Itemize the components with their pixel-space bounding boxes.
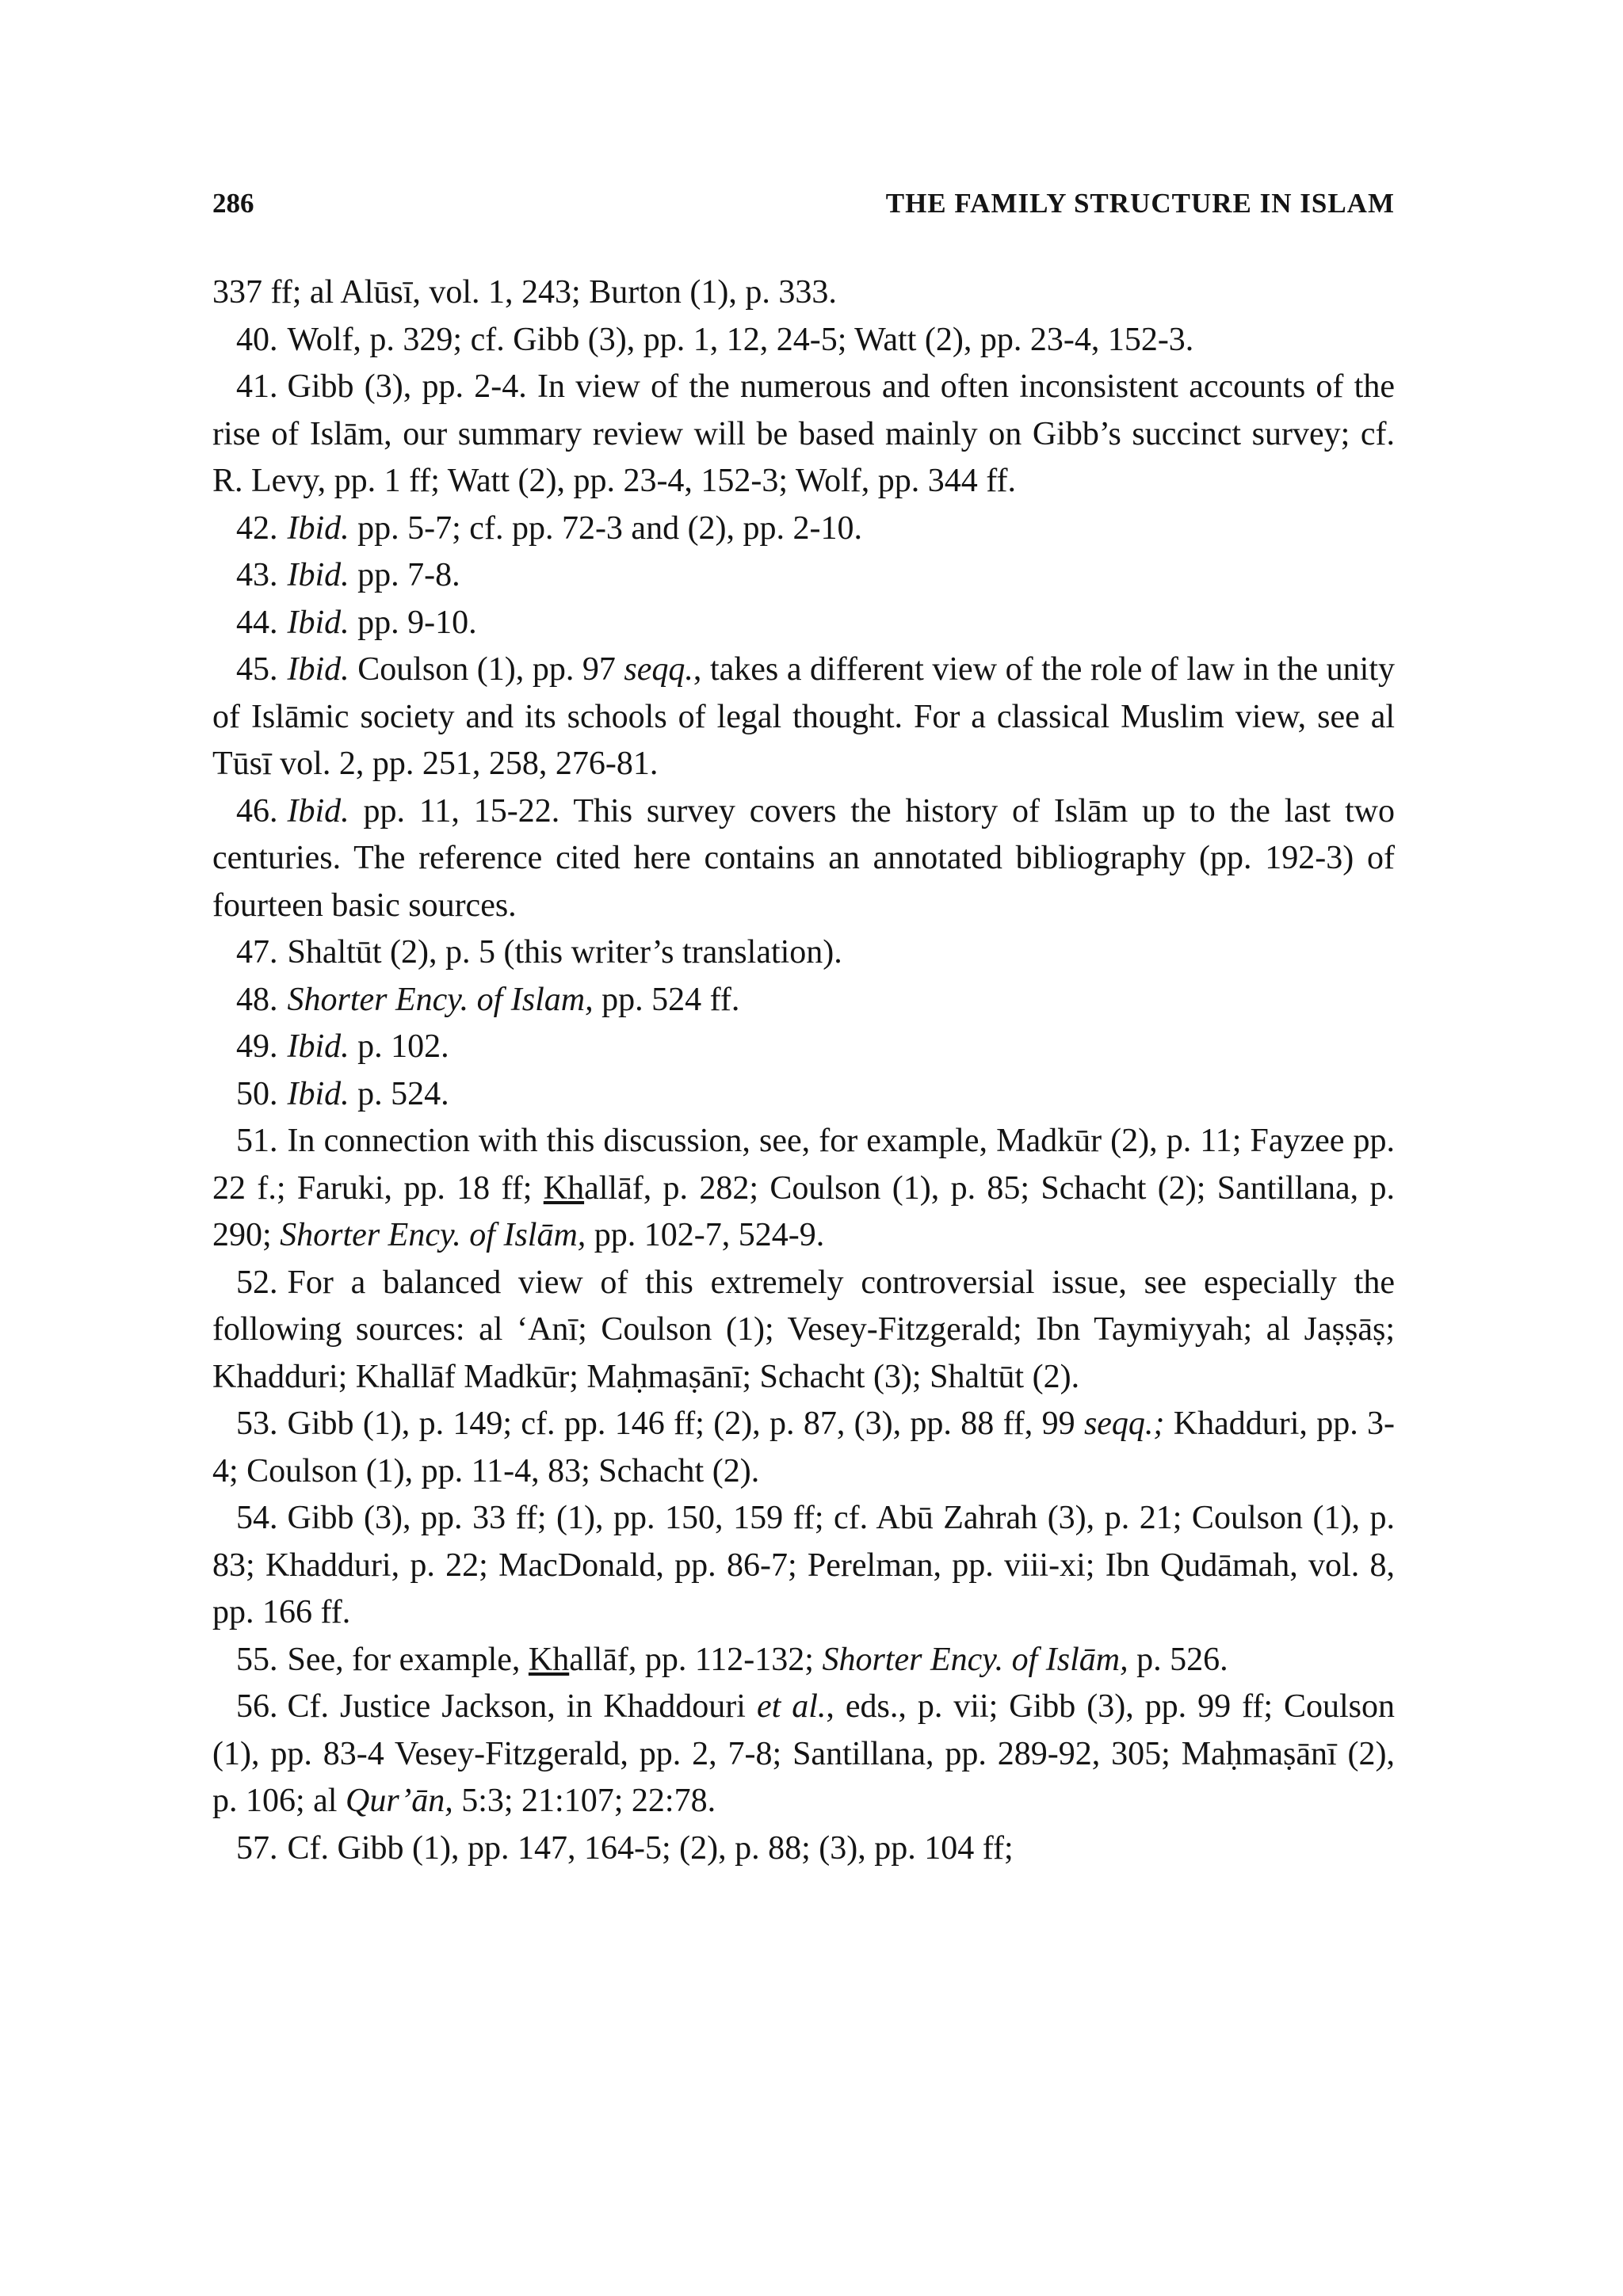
endnote-text: See, for example, Khallāf, pp. 112-132; Shorter Ency. of Islām, p. 526. xyxy=(287,1641,1228,1678)
endnote-number: 41. xyxy=(236,368,278,405)
endnote xyxy=(212,1825,1395,1873)
endnote-text: Ibid. p. 102. xyxy=(287,1028,449,1065)
endnote-number: 43. xyxy=(236,557,278,593)
endnote-number: 56. xyxy=(236,1688,278,1725)
endnote xyxy=(212,977,1395,1024)
endnote-number: 48. xyxy=(236,981,278,1018)
endnote-text: Shorter Ency. of Islam, pp. 524 ff. xyxy=(287,981,740,1018)
running-title: THE FAMILY STRUCTURE IN ISLAM xyxy=(885,188,1395,219)
endnote-text: Ibid. p. 524. xyxy=(287,1075,449,1112)
endnote-number: 46. xyxy=(236,792,278,830)
endnote xyxy=(212,788,1395,930)
endnote xyxy=(212,1637,1395,1684)
endnote-text: For a balanced view of this extremely controversial issue, see especially the following sources: al ‘Anī; Coulson (1); Vesey-Fitzgerald; Ibn Taymiyyah; al Jaṣṣāṣ; Khadduri; Khallāf Madkūr; Maḥmaṣānī; Schacht (3); Shaltūt (2). xyxy=(212,1264,1395,1395)
endnote-text: Shaltūt (2), p. 5 (this writer’s translation). xyxy=(287,934,842,971)
endnote xyxy=(212,269,1395,317)
endnote xyxy=(212,1071,1395,1119)
endnote-text: Ibid. pp. 7-8. xyxy=(287,557,460,593)
endnote xyxy=(212,646,1395,788)
endnote-text: Cf. Justice Jackson, in Khaddouri et al., eds., p. vii; Gibb (3), pp. 99 ff; Coulson (1), pp. 83-4 Vesey-Fitzgerald, pp. 2, 7-8; Santillana, pp. 289-92, 305; Maḥmaṣānī (2), p. 106; al Qur’ān, 5:3; 21:107; 22:78. xyxy=(212,1688,1395,1819)
endnote xyxy=(212,1495,1395,1637)
endnote xyxy=(212,1024,1395,1071)
endnote-text: Gibb (3), pp. 2-4. In view of the numerous and often inconsistent accounts of the rise of Islām, our summary review will be based mainly on Gibb’s succinct survey; cf. R. Levy, pp. 1 ff; Watt (2), pp. 23-4, 152-3; Wolf, pp. 344 ff. xyxy=(212,368,1395,499)
endnote xyxy=(212,552,1395,600)
endnote-number: 40. xyxy=(236,321,278,358)
endnote-number: 49. xyxy=(236,1028,278,1065)
endnote-number: 50. xyxy=(236,1075,278,1112)
endnotes-list xyxy=(212,269,1395,1872)
running-head xyxy=(212,184,1395,223)
endnote xyxy=(212,1118,1395,1260)
endnote xyxy=(212,1684,1395,1825)
endnote-text: Gibb (1), p. 149; cf. pp. 146 ff; (2), p. 87, (3), pp. 88 ff, 99 seqq.; Khadduri, pp. 3-4; Coulson (1), pp. 11-4, 83; Schacht (2). xyxy=(212,1405,1395,1489)
endnote-text: Ibid. pp. 9-10. xyxy=(287,604,477,641)
endnote xyxy=(212,364,1395,505)
endnote-number: 44. xyxy=(236,604,278,641)
endnote-text: Gibb (3), pp. 33 ff; (1), pp. 150, 159 ff; cf. Abū Zahrah (3), p. 21; Coulson (1), p. 83; Khadduri, p. 22; MacDonald, pp. 86-7; Perelman, pp. viii-xi; Ibn Qudāmah, vol. 8, pp. 166 ff. xyxy=(212,1500,1395,1630)
endnote-text: Cf. Gibb (1), pp. 147, 164-5; (2), p. 88; (3), pp. 104 ff; xyxy=(287,1829,1014,1867)
endnote xyxy=(212,505,1395,553)
endnote-text: In connection with this discussion, see, for example, Madkūr (2), p. 11; Fayzee pp. 22 f.; Faruki, pp. 18 ff; Khallāf, p. 282; Coulson (1), p. 85; Schacht (2); Santillana, p. 290; Shorter Ency. of Islām, pp. 102-7, 524-9. xyxy=(212,1123,1395,1253)
endnote-text: Ibid. pp. 5-7; cf. pp. 72-3 and (2), pp. 2-10. xyxy=(287,509,863,547)
endnote-text: 337 ff; al Alūsī, vol. 1, 243; Burton (1), p. 333. xyxy=(212,274,837,311)
endnote xyxy=(212,600,1395,647)
endnote-number: 51. xyxy=(236,1123,278,1159)
endnote xyxy=(212,1260,1395,1402)
endnote xyxy=(212,929,1395,977)
endnote xyxy=(212,1401,1395,1495)
endnote-number: 57. xyxy=(236,1829,278,1867)
endnote-number: 45. xyxy=(236,651,278,688)
endnote-text: Wolf, p. 329; cf. Gibb (3), pp. 1, 12, 24-5; Watt (2), pp. 23-4, 152-3. xyxy=(287,321,1194,358)
endnote-number: 53. xyxy=(236,1405,278,1442)
endnote-text: Ibid. Coulson (1), pp. 97 seqq., takes a different view of the role of law in the unity of Islāmic society and its schools of legal thought. For a classical Muslim view, see al Tūsī vol. 2, pp. 251, 258, 276-81. xyxy=(212,651,1395,782)
page-number: 286 xyxy=(212,188,254,219)
endnote-number: 52. xyxy=(236,1264,278,1301)
endnote-number: 47. xyxy=(236,934,278,971)
endnote-text: Ibid. pp. 11, 15-22. This survey covers the history of Islām up to the last two centuries. The reference cited here contains an annotated bibliography (pp. 192-3) of fourteen basic sources. xyxy=(212,792,1395,924)
endnote-number: 54. xyxy=(236,1500,278,1536)
endnote xyxy=(212,317,1395,364)
endnote-number: 42. xyxy=(236,509,278,547)
endnote-number: 55. xyxy=(236,1641,278,1678)
